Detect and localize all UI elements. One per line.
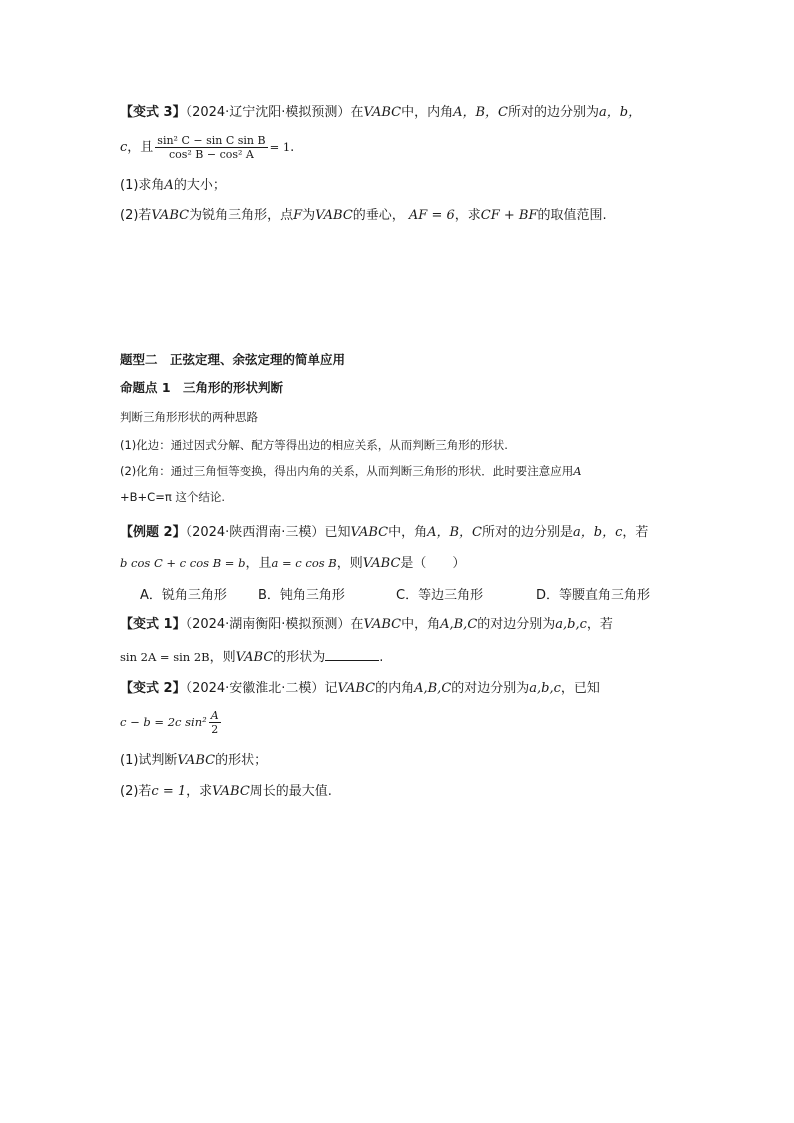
variant2-tag: 【变式 2】 — [120, 681, 186, 696]
variant2-line2: c − b = 2c sin² $\frac{A}{2}$ — [120, 709, 219, 736]
option-c[interactable]: C．等边三角形 — [396, 588, 484, 603]
example2-options — [140, 584, 680, 603]
variant2-question2: (2)若c = 1，求VABC周长的最大值. — [120, 784, 332, 799]
variant3-line2: c，且 $\frac{\text{sin² C − sin C sin B}}{\text{cos² B − cos² A}}$ = 1. — [120, 134, 295, 161]
section-intro: 判断三角形形状的两种思路 — [120, 410, 258, 424]
variant1-line2: sin 2A = sin 2B，则VABC的形状为 . — [120, 650, 384, 665]
triangle-name: VABC — [363, 105, 402, 120]
answer-blank[interactable] — [325, 648, 379, 661]
section-way1: (1)化边：通过因式分解、配方等得出边的相应关系，从而判断三角形的形状. — [120, 438, 508, 452]
variant1-tag: 【变式 1】 — [120, 617, 186, 632]
section-title: 题型二 正弦定理、余弦定理的简单应用 — [120, 352, 346, 367]
section-way2-cont: +B+C=π 这个结论. — [120, 490, 226, 504]
variant3-fraction: $\frac{\text{sin² C − sin C sin B}}{\text{cos² B − cos² A}}$ — [157, 134, 266, 161]
variant3-question2: (2)若VABC为锐角三角形，点F为VABC的垂心， AF = 6，求CF + BF的取值范围. — [120, 208, 607, 223]
example2-line1: 【例题 2】（2024·陕西渭南·三模）已知VABC中，角A，B，C所对的边分别是a，b，c，若 — [120, 525, 649, 540]
variant1-line1: 【变式 1】（2024·湖南衡阳·模拟预测）在VABC中，角A,B,C的对边分别为a,b,c，若 — [120, 617, 613, 632]
example2-line2: b cos C + c cos B = b，且a = c cos B，则VABC是（ ） — [120, 556, 466, 571]
option-b[interactable]: B．钝角三角形 — [258, 588, 345, 603]
section-point: 命题点 1 三角形的形状判断 — [120, 380, 284, 395]
variant2-fraction: $\frac{A}{2}$ — [210, 709, 219, 736]
section-way2: (2)化角：通过三角恒等变换，得出内角的关系，从而判断三角形的形状．此时要注意应用A — [120, 464, 582, 478]
variant3-question1: (1)求角A的大小； — [120, 178, 226, 193]
variant3-source: （2024·辽宁沈阳·模拟预测） — [185, 105, 351, 120]
example2-tag: 【例题 2】 — [120, 525, 186, 540]
option-d[interactable]: D．等腰直角三角形 — [536, 588, 651, 603]
variant3-line1: 【变式 3】（2024·辽宁沈阳·模拟预测）在VABC中，内角A，B，C所对的边分别为a，b， — [120, 105, 642, 120]
option-a[interactable]: A．锐角三角形 — [140, 588, 227, 603]
variant2-question1: (1)试判断VABC的形状； — [120, 753, 268, 768]
variant2-line1: 【变式 2】（2024·安徽淮北·二模）记VABC的内角A,B,C的对边分别为a,b,c，已知 — [120, 681, 600, 696]
variant3-tag: 【变式 3】 — [120, 105, 186, 120]
